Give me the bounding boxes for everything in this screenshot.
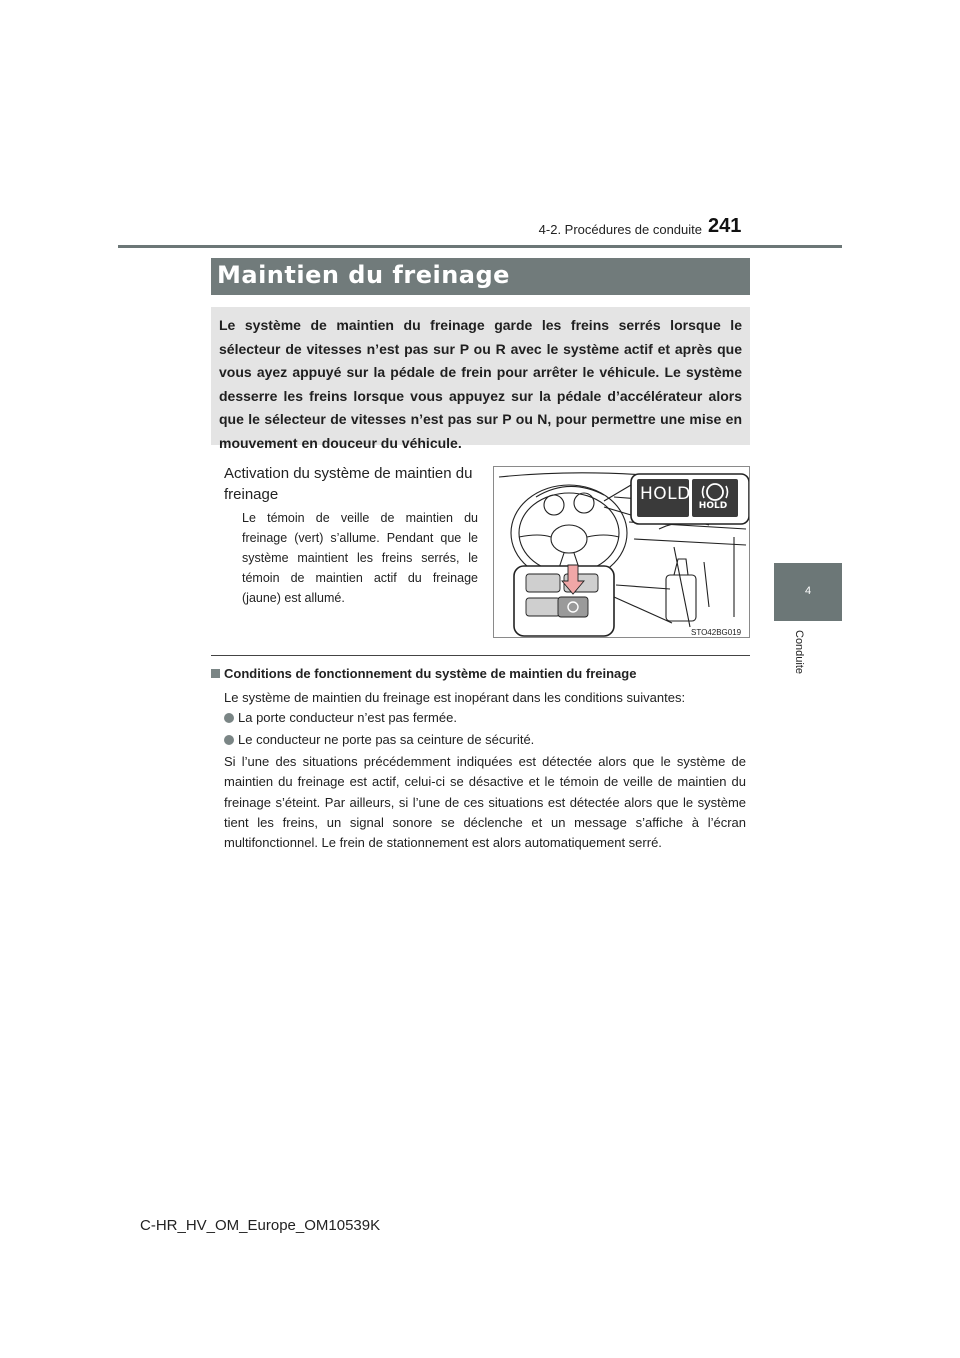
list-item-text: La porte conducteur n’est pas fermée.	[238, 710, 457, 725]
section-divider	[211, 655, 750, 656]
header-rule	[118, 245, 842, 248]
chapter-tab	[774, 563, 842, 621]
intro-text: Le système de maintien du freinage garde les freins serrés lorsque le sélecteur de vitesses n’est pas sur P ou R avec le système actif et après que vous ayez appuyé sur la pédale de frein pour arrêter le véhicule. Le système desserre les freins lorsque vous appuyez sur la pédale d’accélérateur alors que le sélecteur de vitesses n’est pas sur P ou N, pour permettre une mise en mouvement en douceur du véhicule.	[219, 317, 742, 451]
conditions-note: Si l’une des situations précédemment indiquées est détectée alors que le système de maintien du freinage est actif, celui-ci se désactive et le témoin de veille de maintien du freinage s’éteint. Par ailleurs, si l’une de ces situations est détectée alors que le système tient les freins, un signal sonore se déclenche et un message s’affiche à l’écran multifonctionnel. Le frein de stationnement est alors automatiquement serré.	[224, 754, 746, 851]
conditions-heading-text: Conditions de fonctionnement du système de maintien du freinage	[224, 666, 637, 681]
conditions-heading	[211, 666, 751, 681]
section-label: 4-2. Procédures de conduite	[538, 222, 702, 237]
list-item	[224, 710, 750, 725]
activation-body: Le témoin de veille de maintien du freinage (vert) s’allume. Pendant que le système maintient les freins serrés, le témoin de maintien actif du freinage (jaune) est allumé.	[242, 511, 478, 605]
title-bar	[211, 258, 750, 295]
chapter-number: 4	[804, 585, 812, 597]
page-title: Maintien du freinage	[217, 261, 510, 289]
console-inset	[514, 565, 614, 636]
hold-switch	[558, 597, 588, 617]
intro-box	[211, 307, 750, 451]
chapter-label: Conduite	[793, 630, 805, 675]
list-item	[224, 732, 750, 747]
figure-code: STO42BG019	[691, 628, 742, 637]
round-bullet-icon	[224, 713, 234, 723]
conditions-intro: Le système de maintien du freinage est inopérant dans les conditions suivantes:	[224, 690, 686, 705]
hold-standby-label: HOLD	[640, 484, 691, 504]
square-bullet-icon	[211, 669, 220, 678]
steering-hub	[551, 525, 587, 553]
document-id: C-HR_HV_OM_Europe_OM10539K	[140, 1217, 381, 1234]
list-item-text: Le conducteur ne porte pas sa ceinture de sécurité.	[238, 732, 535, 747]
hold-switch-illustration	[493, 466, 750, 638]
page-number: 241	[708, 215, 742, 237]
dashboard-drawing	[494, 467, 750, 638]
hold-active-label: HOLD	[698, 501, 728, 511]
activation-heading: Activation du système de maintien du freinage	[224, 465, 473, 503]
round-bullet-icon	[224, 735, 234, 745]
